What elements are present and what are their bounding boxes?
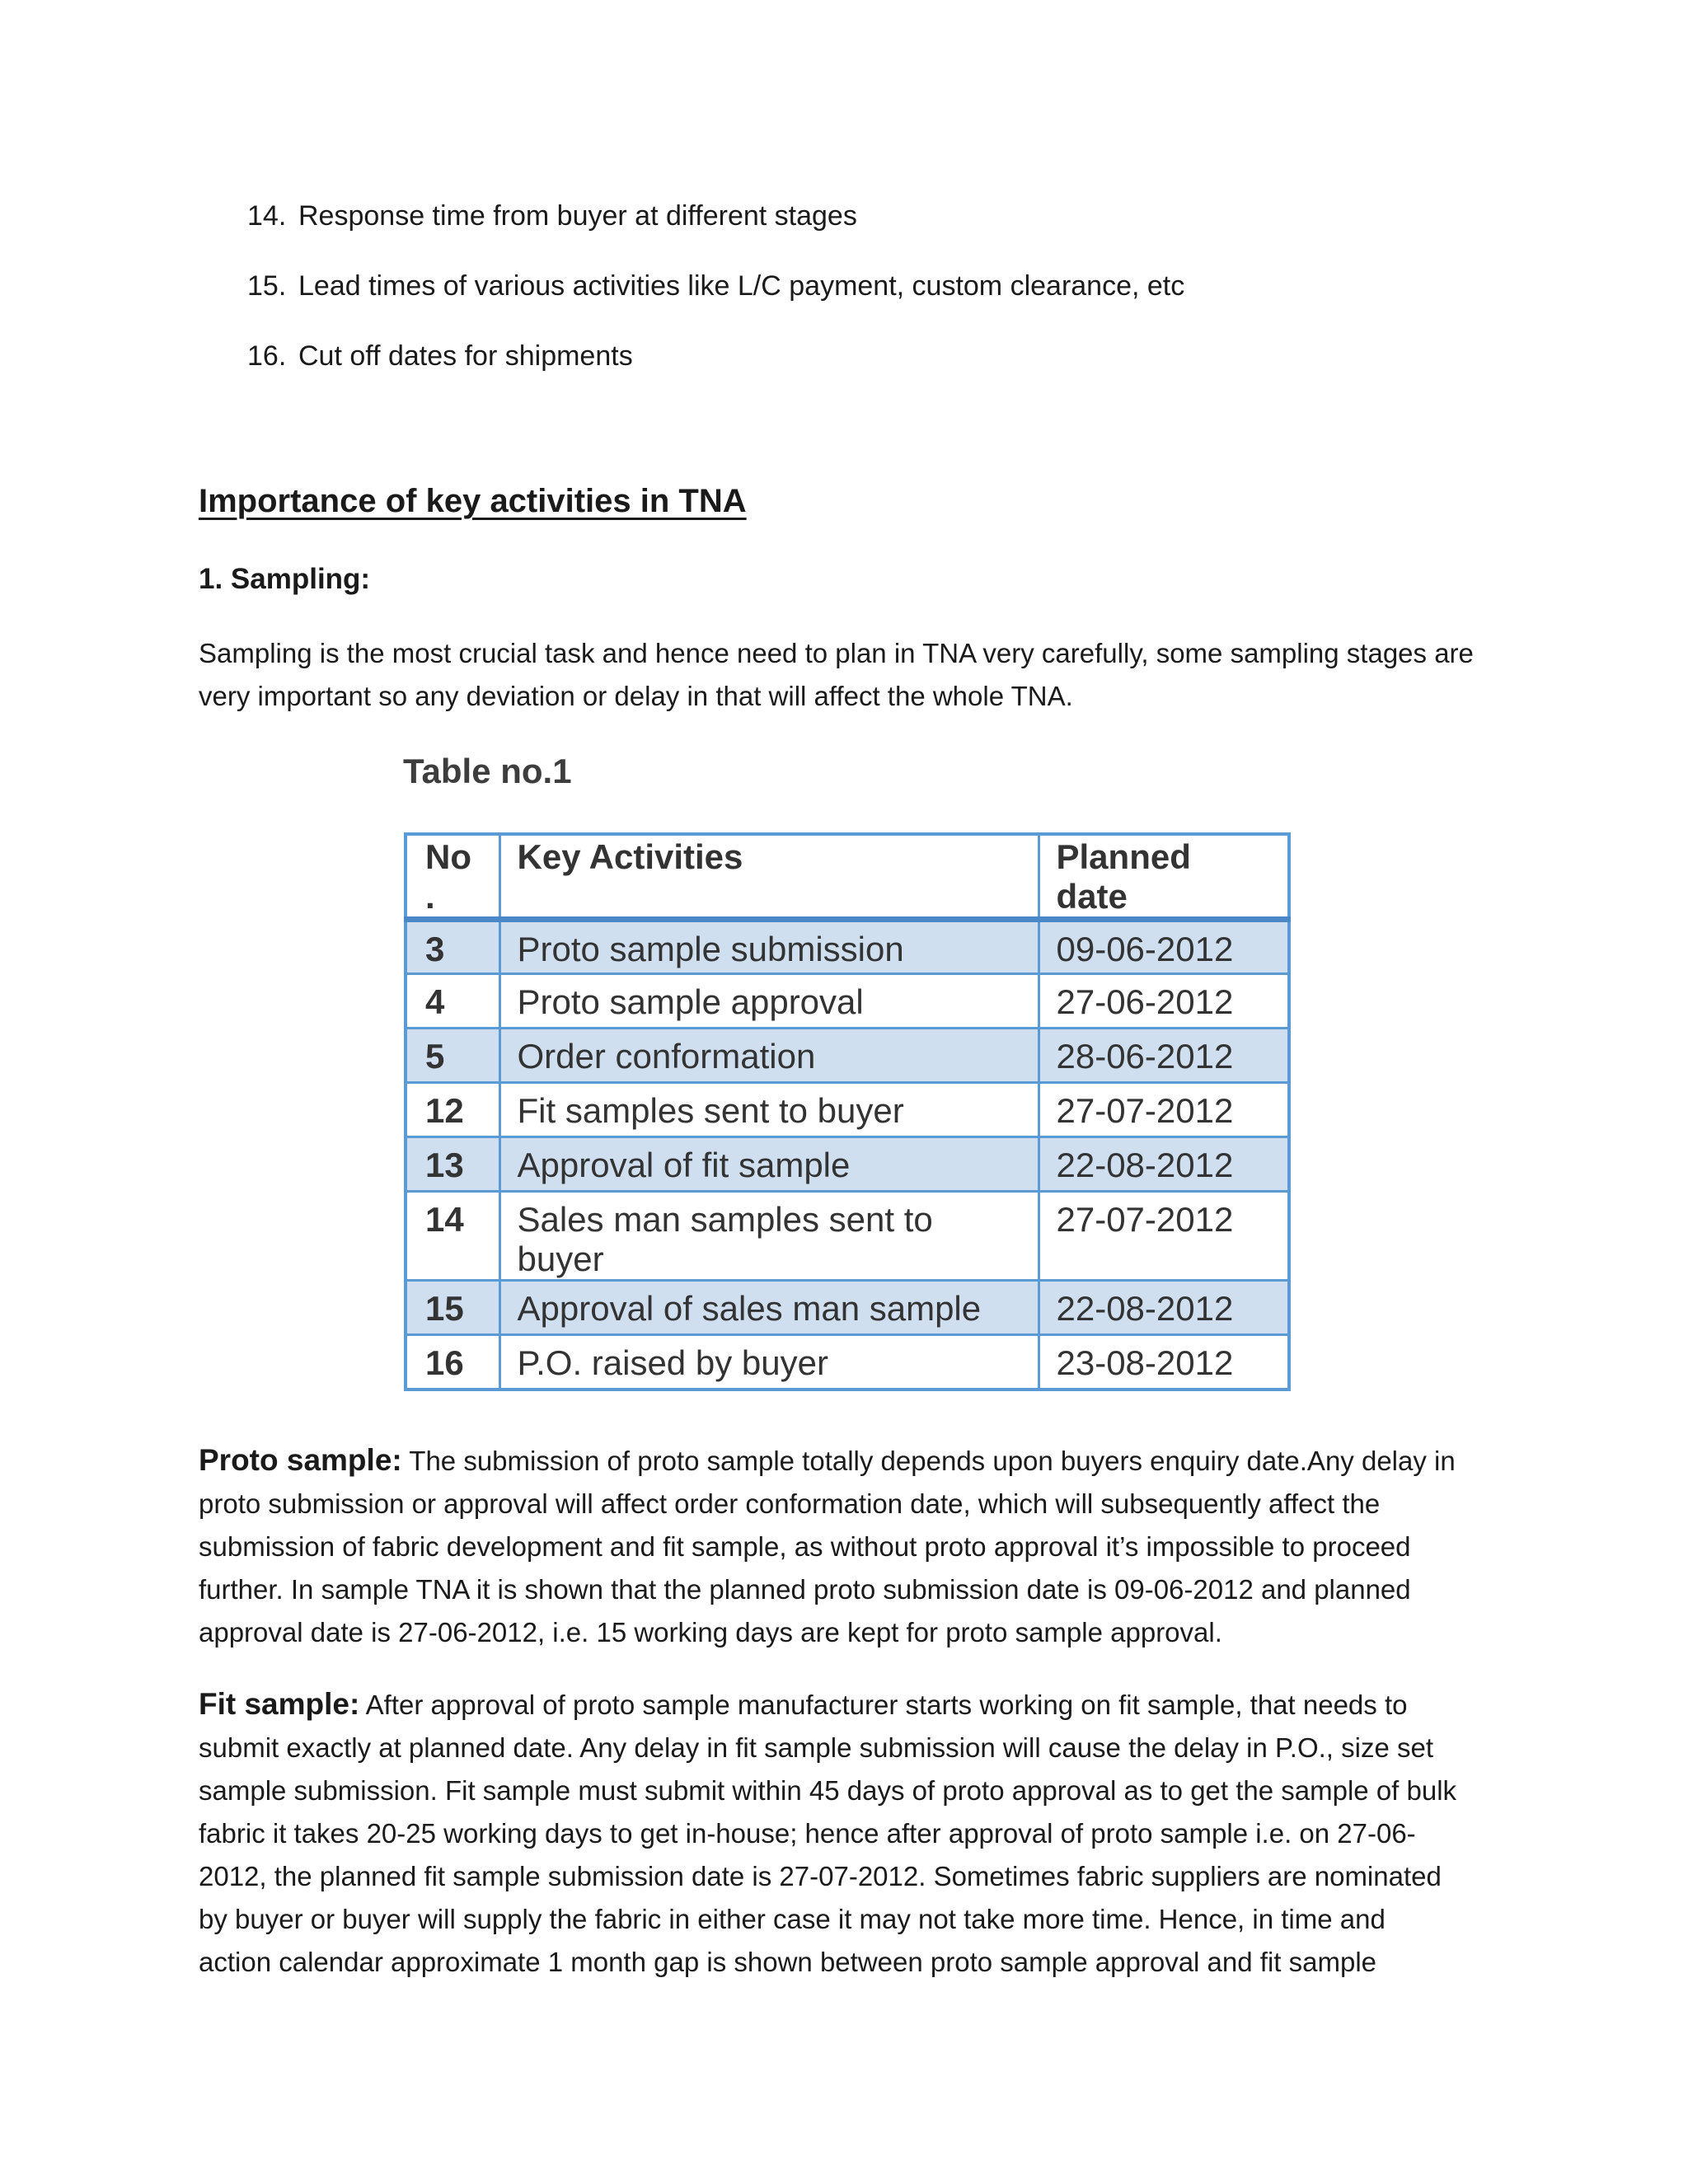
table-row [406,1192,1289,1281]
cell-planned-date: 27-07-2012 [1039,1083,1289,1137]
paragraph-line: action calendar approximate 1 month gap is shown between proto sample approval and fit sample [199,1947,1377,1977]
paragraph-line: further. In sample TNA it is shown that the planned proto submission date is 09-06-2012 and planned [199,1574,1411,1605]
cell-planned-date: 09-06-2012 [1039,920,1289,974]
list-item-text: Cut off dates for shipments [298,340,633,372]
cell-no: 5 [406,1029,499,1083]
fit-sample-label: Fit sample: [199,1687,360,1721]
cell-planned-date: 27-07-2012 [1039,1192,1289,1281]
cell-activity: Sales man samples sent to buyer [499,1192,1039,1281]
paragraph-line: proto submission or approval will affect order conformation date, which will subsequently affect the [199,1488,1381,1519]
cell-no: 4 [406,974,499,1029]
paragraph-line: submission of fabric development and fit sample, as without proto approval it’s impossible to proceed [199,1531,1411,1562]
paragraph-line: by buyer or buyer will supply the fabric in either case it may not take more time. Hence, in time and [199,1904,1386,1934]
cell-no: 14 [406,1192,499,1281]
header-no: No . [406,834,499,920]
list-item-number: 16. [247,340,287,372]
list-item [247,268,1184,304]
cell-planned-date: 28-06-2012 [1039,1029,1289,1083]
paragraph-line: approval date is 27-06-2012, i.e. 15 working days are kept for proto sample approval. [199,1617,1222,1647]
table-row [406,1029,1289,1083]
paragraph-line: sample submission. Fit sample must submit within 45 days of proto approval as to get the sample of bulk [199,1775,1457,1806]
proto-sample-label: Proto sample: [199,1443,402,1477]
section-heading: Importance of key activities in TNA [199,483,747,519]
cell-planned-date: 23-08-2012 [1039,1335,1289,1390]
table-header-row [406,834,1289,920]
table-row [406,974,1289,1029]
table-row [406,1137,1289,1192]
paragraph-line: Sampling is the most crucial task and hence need to plan in TNA very carefully, some sampling stages are [199,638,1474,668]
sampling-subheading: 1. Sampling: [199,563,371,595]
cell-planned-date: 27-06-2012 [1039,974,1289,1029]
list-item [247,198,1184,234]
paragraph-line: submit exactly at planned date. Any delay in fit sample submission will cause the delay in P.O., size set [199,1732,1434,1763]
paragraph-line: The submission of proto sample totally depends upon buyers enquiry date.Any delay in [401,1446,1456,1476]
table-row [406,1335,1289,1390]
table-row [406,1083,1289,1137]
cell-planned-date: 22-08-2012 [1039,1137,1289,1192]
list-item-number: 15. [247,270,287,302]
cell-no: 12 [406,1083,499,1137]
list-item-text: Lead times of various activities like L/C payment, custom clearance, etc [298,270,1185,302]
cell-planned-date: 22-08-2012 [1039,1281,1289,1335]
table-caption: Table no.1 [403,752,572,790]
cell-activity: P.O. raised by buyer [499,1335,1039,1390]
list-item-text: Response time from buyer at different stages [298,200,857,232]
cell-no: 16 [406,1335,499,1390]
table-row [406,920,1289,974]
header-key-activities: Key Activities [499,834,1039,920]
fit-sample-paragraph [199,1683,1501,1984]
paragraph-line: 2012, the planned fit sample submission date is 27-07-2012. Sometimes fabric suppliers are nominated [199,1861,1442,1891]
intro-numbered-list [247,198,1184,408]
cell-activity: Proto sample approval [499,974,1039,1029]
cell-activity: Approval of sales man sample [499,1281,1039,1335]
cell-activity: Approval of fit sample [499,1137,1039,1192]
cell-no: 15 [406,1281,499,1335]
list-item [247,338,1184,374]
list-item-number: 14. [247,200,287,232]
cell-activity: Order conformation [499,1029,1039,1083]
paragraph-line: very important so any deviation or delay in that will affect the whole TNA. [199,681,1073,711]
cell-no: 13 [406,1137,499,1192]
proto-sample-paragraph [199,1439,1501,1654]
table-row [406,1281,1289,1335]
header-planned-date: Planned date [1039,834,1289,920]
paragraph-line: fabric it takes 20-25 working days to get in-house; hence after approval of proto sample i.e. on 27-06- [199,1818,1416,1849]
cell-no: 3 [406,920,499,974]
cell-activity: Proto sample submission [499,920,1039,974]
key-activities-table [404,832,1291,1391]
sampling-paragraph [199,632,1501,718]
cell-activity: Fit samples sent to buyer [499,1083,1039,1137]
paragraph-line: After approval of proto sample manufacturer starts working on fit sample, that needs to [359,1690,1408,1720]
